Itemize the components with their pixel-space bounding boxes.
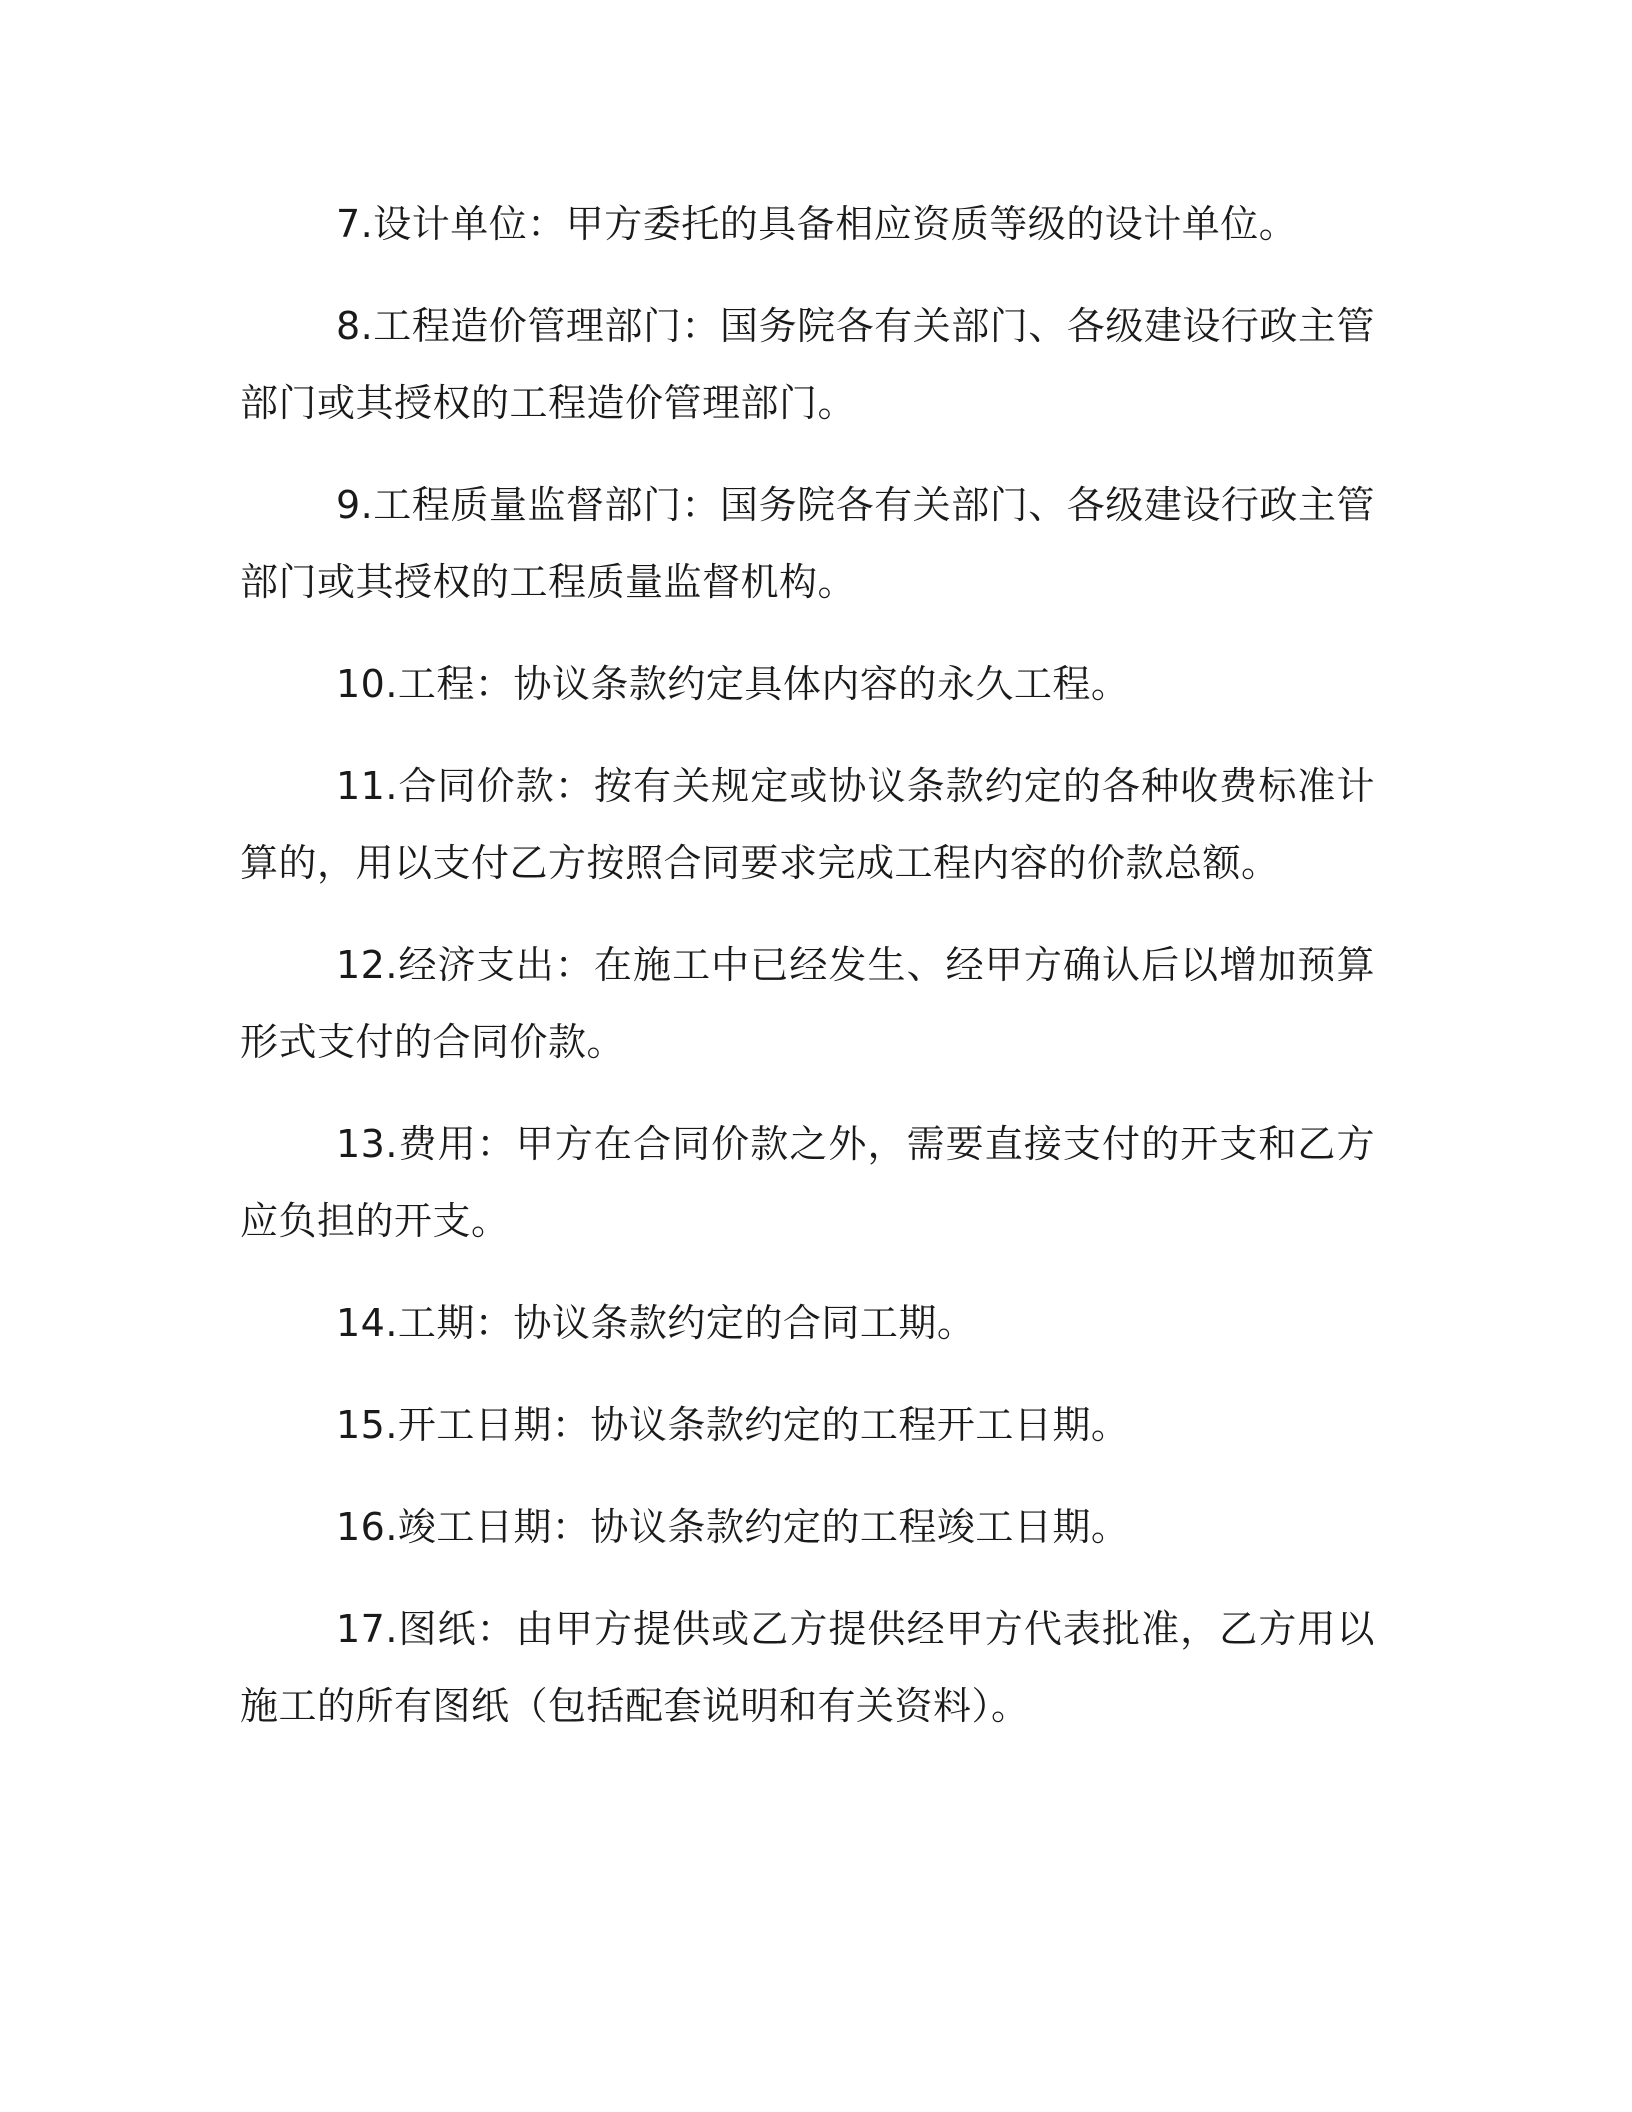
clause-15: 15.开工日期：协议条款约定的工程开工日期。 <box>336 1403 1130 1447</box>
clause-9: 9.工程质量监督部门：国务院各有关部门、各级建设行政主管部门或其授权的工程质量监督机构。 <box>240 483 1375 604</box>
clause-14: 14.工期：协议条款约定的合同工期。 <box>336 1301 976 1345</box>
clause-16: 16.竣工日期：协议条款约定的工程竣工日期。 <box>336 1505 1130 1549</box>
clause-7: 7.设计单位：甲方委托的具备相应资质等级的设计单位。 <box>336 202 1298 246</box>
clause-13: 13.费用：甲方在合同价款之外，需要直接支付的开支和乙方应负担的开支。 <box>240 1122 1375 1243</box>
clause-12: 12.经济支出：在施工中已经发生、经甲方确认后以增加预算形式支付的合同价款。 <box>240 943 1375 1064</box>
clause-10: 10.工程：协议条款约定具体内容的永久工程。 <box>336 662 1130 706</box>
clause-17: 17.图纸：由甲方提供或乙方提供经甲方代表批准，乙方用以施工的所有图纸（包括配套说明和有关资料）。 <box>240 1607 1375 1728</box>
clause-8: 8.工程造价管理部门：国务院各有关部门、各级建设行政主管部门或其授权的工程造价管理部门。 <box>240 304 1375 425</box>
clause-11: 11.合同价款：按有关规定或协议条款约定的各种收费标准计算的，用以支付乙方按照合同要求完成工程内容的价款总额。 <box>240 764 1375 885</box>
document-body <box>240 186 1375 1770</box>
